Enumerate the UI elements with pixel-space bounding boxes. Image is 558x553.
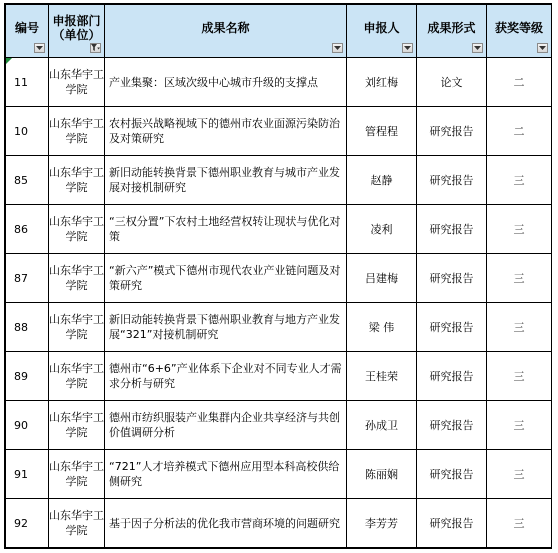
header-name (105, 5, 347, 58)
cell-unit[interactable]: 山东华宇工学院 (49, 401, 105, 450)
cell-form[interactable]: 研究报告 (417, 499, 487, 548)
cell-person[interactable]: 管程程 (347, 107, 417, 156)
table-row (6, 401, 552, 450)
filter-button-unit[interactable] (90, 43, 101, 53)
cell-form[interactable]: 研究报告 (417, 450, 487, 499)
header-form-label: 成果形式 (427, 21, 476, 35)
cell-name[interactable]: “新六产”模式下德州市现代农业产业链问题及对策研究 (105, 254, 347, 303)
header-form (417, 5, 487, 58)
cell-id[interactable]: 87 (6, 254, 49, 303)
cell-award[interactable]: 三 (487, 205, 552, 254)
cell-person[interactable]: 孙成卫 (347, 401, 417, 450)
cell-name[interactable]: 德州市纺织服装产业集群内企业共享经济与共创价值调研分析 (105, 401, 347, 450)
cell-unit[interactable]: 山东华宇工学院 (49, 58, 105, 107)
header-award-label: 获奖等级 (494, 21, 543, 35)
header-id (6, 5, 49, 58)
header-row (6, 5, 552, 58)
cell-id[interactable]: 89 (6, 352, 49, 401)
cell-award[interactable]: 三 (487, 450, 552, 499)
header-unit (49, 5, 105, 58)
cell-award[interactable]: 三 (487, 499, 552, 548)
table-row (6, 303, 552, 352)
cell-award[interactable]: 三 (487, 401, 552, 450)
filter-button-id[interactable] (34, 43, 45, 53)
header-person-label: 申报人 (363, 21, 400, 35)
cell-person[interactable]: 梁 伟 (347, 303, 417, 352)
cell-form[interactable]: 研究报告 (417, 352, 487, 401)
cell-form[interactable]: 研究报告 (417, 156, 487, 205)
filter-button-name[interactable] (332, 43, 343, 53)
cell-id[interactable]: 86 (6, 205, 49, 254)
cell-id[interactable]: 91 (6, 450, 49, 499)
dropdown-arrow-icon (474, 46, 481, 50)
cell-name[interactable]: “721”人才培养模式下德州应用型本科高校供给侧研究 (105, 450, 347, 499)
header-unit-line1: 申报部门 (52, 14, 101, 28)
cell-comment-marker (6, 58, 12, 64)
cell-person[interactable]: 李芳芳 (347, 499, 417, 548)
cell-person[interactable]: 赵静 (347, 156, 417, 205)
cell-name[interactable]: 新旧动能转换背景下德州职业教育与城市产业发展对接机制研究 (105, 156, 347, 205)
table-row (6, 205, 552, 254)
cell-unit[interactable]: 山东华宇工学院 (49, 450, 105, 499)
cell-person[interactable]: 凌利 (347, 205, 417, 254)
table-row (6, 107, 552, 156)
table-row (6, 450, 552, 499)
cell-id[interactable]: 88 (6, 303, 49, 352)
cell-award[interactable]: 三 (487, 156, 552, 205)
filter-button-person[interactable] (402, 43, 413, 53)
cell-form[interactable]: 研究报告 (417, 205, 487, 254)
cell-form[interactable]: 研究报告 (417, 303, 487, 352)
cell-name[interactable]: 基于因子分析法的优化我市营商环境的问题研究 (105, 499, 347, 548)
cell-form[interactable]: 研究报告 (417, 254, 487, 303)
table-row (6, 254, 552, 303)
header-name-label: 成果名称 (201, 21, 250, 35)
cell-unit[interactable]: 山东华宇工学院 (49, 205, 105, 254)
cell-name[interactable]: 德州市“6+6”产业体系下企业对不同专业人才需求分析与研究 (105, 352, 347, 401)
table-row (6, 58, 552, 107)
cell-award[interactable]: 二 (487, 107, 552, 156)
cell-id[interactable]: 90 (6, 401, 49, 450)
spreadsheet (4, 3, 552, 549)
cell-unit[interactable]: 山东华宇工学院 (49, 499, 105, 548)
cell-id[interactable]: 85 (6, 156, 49, 205)
cell-id[interactable]: 92 (6, 499, 49, 548)
cell-form[interactable]: 论文 (417, 58, 487, 107)
cell-unit[interactable]: 山东华宇工学院 (49, 156, 105, 205)
cell-form[interactable]: 研究报告 (417, 107, 487, 156)
cell-id[interactable]: 11 (6, 58, 49, 107)
cell-unit[interactable]: 山东华宇工学院 (49, 254, 105, 303)
header-person (347, 5, 417, 58)
cell-unit[interactable]: 山东华宇工学院 (49, 303, 105, 352)
cell-name[interactable]: 新旧动能转换背景下德州职业教育与地方产业发展“321”对接机制研究 (105, 303, 347, 352)
cell-person[interactable]: 王桂荣 (347, 352, 417, 401)
table-row (6, 352, 552, 401)
dropdown-arrow-icon (36, 46, 43, 50)
results-table (5, 4, 552, 548)
cell-name[interactable]: 农村振兴战略视域下的德州市农业面源污染防治及对策研究 (105, 107, 347, 156)
cell-person[interactable]: 吕建梅 (347, 254, 417, 303)
cell-id[interactable]: 10 (6, 107, 49, 156)
cell-award[interactable]: 三 (487, 303, 552, 352)
cell-person[interactable]: 陈丽娴 (347, 450, 417, 499)
header-award (487, 5, 552, 58)
cell-name[interactable]: 产业集聚：区域次级中心城市升级的支撑点 (105, 58, 347, 107)
cell-unit[interactable]: 山东华宇工学院 (49, 107, 105, 156)
dropdown-arrow-icon (539, 46, 546, 50)
cell-form[interactable]: 研究报告 (417, 401, 487, 450)
cell-award[interactable]: 三 (487, 352, 552, 401)
cell-unit[interactable]: 山东华宇工学院 (49, 352, 105, 401)
dropdown-arrow-icon (334, 46, 341, 50)
filter-button-award[interactable] (537, 43, 548, 53)
table-row (6, 499, 552, 548)
filter-funnel-icon (91, 44, 100, 52)
cell-person[interactable]: 刘红梅 (347, 58, 417, 107)
cell-award[interactable]: 三 (487, 254, 552, 303)
cell-award[interactable]: 二 (487, 58, 552, 107)
cell-name[interactable]: “三权分置”下农村土地经营权转让现状与优化对策 (105, 205, 347, 254)
dropdown-arrow-icon (404, 46, 411, 50)
table-row (6, 156, 552, 205)
header-id-label: 编号 (14, 21, 39, 35)
filter-button-form[interactable] (472, 43, 483, 53)
header-unit-line2: （单位） (52, 28, 101, 42)
